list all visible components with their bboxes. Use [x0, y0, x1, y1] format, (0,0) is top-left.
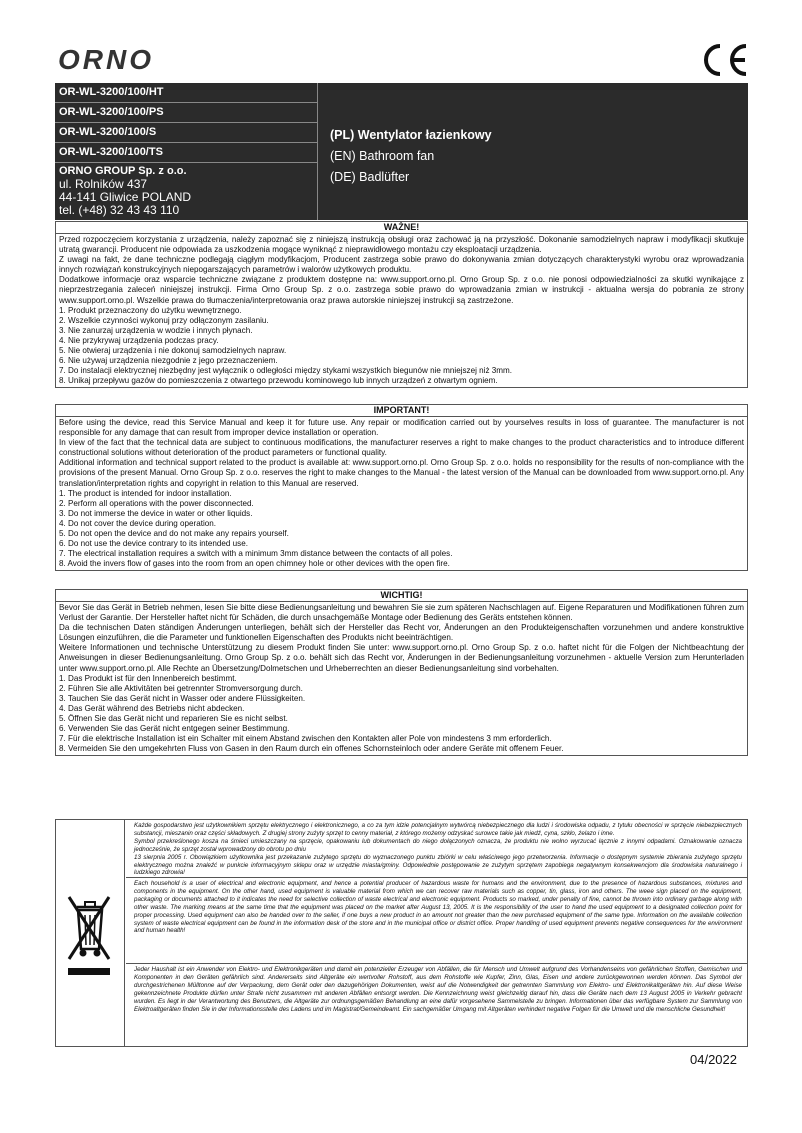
company-address	[55, 165, 317, 217]
header-block	[55, 83, 748, 220]
paragraph: Before using the device, read this Service Manual and keep it for future use. Any repair or modification carried out by yourselves results in loss of guarantee. The manufacturer is not responsible for any damage that can result from improper device installation or operation.	[59, 418, 744, 438]
paragraph: Z uwagi na fakt, że dane techniczne podlegają ciągłym modyfikacjom, Producent zastrzega sobie prawo do dokonywania zmian dotyczących charakterystyki wyrobu oraz wprowadzania innych rozwiązań konstrukcyjnych niepogarszających parametrów i walorów użytkowych produktu.	[59, 255, 744, 275]
section-heading: WAŻNE!	[56, 222, 747, 234]
paragraph: Dodatkowe informacje oraz wsparcie techniczne związane z produktem dostępne na: www.support.orno.pl. Orno Group Sp. z o.o. nie ponosi odpowiedzialności za skutki wynikające z nieprzestrzegania zaleceń niniejszej instrukcji. Firma Orno Group Sp. z o.o. zastrzega sobie prawo do wprowadzania zmian w instrukcji - aktualna wersja do pobrania ze strony www.support.orno.pl. Wszelkie prawa do tłumaczenia/interpretowania oraz prawa autorskie niniejszej instrukcji są zastrzeżone.	[59, 275, 744, 305]
list-item: 3. Do not immerse the device in water or other liquids.	[59, 508, 253, 518]
header-left	[55, 83, 318, 220]
list-item: 1. Produkt przeznaczony do użytku wewnętrznego.	[59, 305, 242, 315]
list-item: 7. The electrical installation requires a switch with a minimum 3mm distance between the contacts of all poles.	[59, 549, 453, 559]
title-en: (EN) Bathroom fan	[330, 149, 435, 163]
orno-logo	[56, 44, 186, 74]
list-item: 8. Avoid the invers flow of gases into the room from an open chimney hole or other devices with the open fire.	[59, 559, 450, 569]
list-item: 8. Unikaj przepływu gazów do pomieszczenia z otwartego przewodu kominowego lub innych urządzeń z otwartym ogniem.	[59, 376, 498, 386]
list-item: 3. Nie zanurzaj urządzenia w wodzie i innych płynach.	[59, 325, 253, 335]
list-item: 4. Das Gerät während des Betriebs nicht abdecken.	[59, 703, 245, 713]
address-line: 44-141 Gliwice POLAND	[59, 190, 192, 204]
list-item: 2. Perform all operations with the power disconnected.	[59, 498, 254, 508]
weee-icon-cell	[56, 820, 125, 1046]
paragraph: Przed rozpoczęciem korzystania z urządzenia, należy zapoznać się z niniejszą instrukcją obsługi oraz zachować ją na przyszłość. Dokonanie samodzielnych napraw i modyfikacji skutkuje utratą gwarancji. Producent nie odpowiada za uszkodzenia mogące wyniknąć z nieprawidłowego montażu czy eksploatacji urządzenia.	[59, 235, 744, 255]
list-item: 6. Verwenden Sie das Gerät nicht entgegen seiner Bestimmung.	[59, 724, 290, 734]
paragraph: Jeder Haushalt ist ein Anwender von Elektro- und Elektronikgeräten und damit ein potenzieller Erzeuger von Abfällen, die für Mensch und Umwelt aufgrund des Vorhandenseins von gefährlichen Stoffen, Gemischen und Komponenten in den Geräten gefährlich sind. Andererseits sind Altgeräte ein wertvoller Rohstoff, aus dem Rohstoffe wie Kupfer, Zinn, Glas, Eisen und andere zurückgewonnen werden können. Das Symbol der durchgestrichenen Mülltonne auf der Verpackung, dem Gerät oder den dazugehörigen Dokumenten, weist auf die Notwendigkeit der getrennten Sammlung von Elektro- und Elektronikaltgeräten hin. Auf diese Weise gekennzeichnete Produkte dürfen unter Strafe nicht zusammen mit anderen Abfällen entsorgt werden. Die Kennzeichnung weist gleichzeitig darauf hin, dass die Geräte nach dem 13 August 2005 in Verkehr gebracht wurden. Es liegt in der Verantwortung des Benutzers, die Altgeräte zur ordnungsgemäßen Behandlung an eine dafür vorgesehene Sammelstelle zu bringen. Informationen über das verfügbare System zur Sammlung von Elektroaltgeräten finden Sie in der Informationsstelle des Ladens und im Magistrat/Gemeindeamt. Ein sachgemäßer Umgang mit Altgeräten verhindert negative Folgen für die Umwelt und die menschliche Gesundheit!	[134, 966, 742, 1013]
weee-block	[55, 819, 748, 1047]
list-item: 4. Nie przykrywaj urządzenia podczas pracy.	[59, 335, 219, 345]
list-item: 5. Öffnen Sie das Gerät nicht und reparieren Sie es nicht selbst.	[59, 714, 288, 724]
paragraph: Additional information and technical support related to the product is available at: www.support.orno.pl. Orno Group Sp. z o.o. holds no responsibility for the results of non-compliance with the provisions of the present Manual. Orno Group Sp. z o.o. reserves the right to make changes to the Manual - the latest version of the Manual can be downloaded from www.support.orno.pl. Any translation/interpretation rights and copyright in relation to this Manual are reserved.	[59, 458, 744, 488]
title-de: (DE) Badlüfter	[330, 170, 410, 184]
list-item: 4. Do not cover the device during operation.	[59, 518, 217, 528]
list-item: 7. Für die elektrische Installation ist ein Schalter mit einem Abstand zwischen den Kontakten aller Pole von mindestens 3 mm erforderlich.	[59, 734, 552, 744]
list-item: 1. The product is intended for indoor installation.	[59, 488, 232, 498]
weee-text	[126, 820, 747, 1046]
paragraph: Każde gospodarstwo jest użytkownikiem sprzętu elektrycznego i elektronicznego, a co za tym idzie potencjalnym wytwórcą niebezpiecznego dla ludzi i środowiska odpadu, z tytułu obecności w sprzęcie niebezpiecznych substancji, mieszanin oraz części składowych. Z drugiej strony zużyty sprzęt to cenny materiał, z którego możemy odzyskać surowce takie jak miedź, cyna, szkło, żelazo i inne.	[134, 822, 742, 837]
section-en	[55, 404, 748, 571]
section-de	[55, 589, 748, 756]
list-item: 7. Do instalacji elektrycznej niezbędny jest wyłącznik o odległości między stykami wszystkich biegunów nie mniejszej niż 3mm.	[59, 366, 512, 376]
section-body	[56, 602, 747, 755]
paragraph: Da die technischen Daten ständigen Änderungen unterliegen, behält sich der Hersteller das Recht vor, Änderungen an den Produkteigenschaften vorzunehmen und andere konstruktive Lösungen einzuführen, die die Parameter und funktionellen Eigenschaften des Produkts nicht beeinträchtigen.	[59, 623, 744, 643]
list-item: 3. Tauchen Sie das Gerät nicht in Wasser oder andere Flüssigkeiten.	[59, 693, 306, 703]
address-line: ul. Rolników 437	[59, 177, 148, 191]
logo-text: ORNO	[58, 44, 154, 74]
model-code: OR-WL-3200/100/TS	[55, 143, 317, 163]
section-body	[56, 417, 747, 570]
section-pl	[55, 221, 748, 388]
ce-mark-icon	[700, 42, 750, 78]
list-item: 2. Führen Sie alle Aktivitäten bei getrennter Stromversorgung durch.	[59, 683, 303, 693]
paragraph: Each household is a user of electrical and electronic equipment, and hence a potential producer of hazardous waste for humans and the environment, due to the presence of hazardous substances, mixtures and components in the equipment. On the other hand, used equipment is valuable material from which we can recover raw materials such as copper, tin, glass, iron and others. The weee sign placed on the equipment, packaging or documents attached to it indicates the need for selective collection of waste electrical and electronic equipment. Products so marked, under penalty of fine, cannot be thrown into ordinary garbage along with other waste. The marking means at the same time that the equipment was placed on the market after August 13, 2005. It is the responsibility of the user to hand the used equipment to a designated collection point for proper processing. Used equipment can also be handed over to the seller, if one buys a new product in an amount not greater than the new purchased equipment of the same type. Information on the available collection system of waste electrical equipment can be found in the information desk of the store and in the municipal office or district office. Proper handling of used equipment prevents negative consequences for the environment and human health!	[134, 880, 742, 935]
model-code: OR-WL-3200/100/HT	[55, 83, 317, 103]
weee-text-en	[126, 878, 747, 964]
weee-text-pl	[126, 820, 747, 878]
paragraph: Weitere Informationen und technische Unterstützung zu diesem Produkt finden Sie unter: www.support.orno.pl. Orno Group Sp. z o.o. haftet nicht für die Folgen der Nichtbeachtung der Anweisungen in dieser Bedienungsanleitung. Orno Group Sp. z o.o. behält sich das Recht vor, Änderungen in der Bedienungsanleitung vorzunehmen - aktuelle Version zum Herunterladen unter www.support.orno.pl. Alle Rechte an Übersetzung/Dolmetschen und Urheberrechten an dieser Bedienungsanleitung sind vorbehalten.	[59, 643, 744, 673]
phone-number: tel. (+48) 32 43 43 110	[59, 203, 180, 217]
weee-text-de	[126, 964, 747, 1046]
product-titles	[330, 125, 492, 188]
company-name: ORNO GROUP Sp. z o.o.	[59, 165, 187, 177]
model-code: OR-WL-3200/100/PS	[55, 103, 317, 123]
weee-bar	[68, 968, 110, 975]
section-body	[56, 234, 747, 387]
list-item: 5. Nie otwieraj urządzenia i nie dokonuj samodzielnych napraw.	[59, 346, 287, 356]
list-item: 6. Do not use the device contrary to its intended use.	[59, 539, 248, 549]
section-heading: WICHTIG!	[56, 590, 747, 602]
model-code: OR-WL-3200/100/S	[55, 123, 317, 143]
paragraph: Symbol przekreślonego kosza na śmieci umieszczany na sprzęcie, opakowaniu lub dokumentach do niego dołączonych oznacza, że produktu nie wolno wyrzucać łącznie z innymi odpadami. Oznakowanie oznacza jednocześnie, że sprzęt został wprowadzony do obrotu po dniu	[134, 837, 742, 853]
paragraph: In view of the fact that the technical data are subject to continuous modifications, the manufacturer reserves a right to make changes to the product characteristics and to introduce different constructional solutions without deterioration of the product parameters or functional quality.	[59, 438, 744, 458]
paragraph: Bevor Sie das Gerät in Betrieb nehmen, lesen Sie bitte diese Bedienungsanleitung und bewahren Sie sie zum späteren Nachschlagen auf. Eigene Reparaturen und Modifikationen führen zum Verlust der Garantie. Der Hersteller haftet nicht für Schäden, die durch unsachgemäße Montage oder Bedienung des Geräts entstehen können.	[59, 603, 744, 623]
list-item: 2. Wszelkie czynności wykonuj przy odłączonym zasilaniu.	[59, 315, 269, 325]
crossed-out-bin-icon	[65, 893, 113, 963]
list-item: 1. Das Produkt ist für den Innenbereich bestimmt.	[59, 673, 237, 683]
section-heading: IMPORTANT!	[56, 405, 747, 417]
document-date: 04/2022	[690, 1052, 737, 1067]
list-item: 5. Do not open the device and do not make any repairs yourself.	[59, 529, 289, 539]
list-item: 8. Vermeiden Sie den umgekehrten Fluss von Gasen in den Raum durch ein offenes Schornsteinloch oder andere Geräte mit offenem Feuer.	[59, 744, 564, 754]
paragraph: 13 sierpnia 2005 r. Obowiązkiem użytkownika jest przekazanie zużytego sprzętu do wyznaczonego punktu zbiórki w celu właściwego jego przetworzenia. Informacje o dostępnym systemie zbierania zużytego sprzętu elektrycznego można znaleźć w punkcie informacyjnym sklepu oraz w urzędzie miasta/gminy. Odpowiednie postępowanie ze zużytym sprzętem zapobiega negatywnym konsekwencjom dla środowiska naturalnego i ludzkiego zdrowia!	[134, 853, 742, 877]
list-item: 6. Nie używaj urządzenia niezgodnie z jego przeznaczeniem.	[59, 356, 278, 366]
title-pl: (PL) Wentylator łazienkowy	[330, 128, 492, 142]
